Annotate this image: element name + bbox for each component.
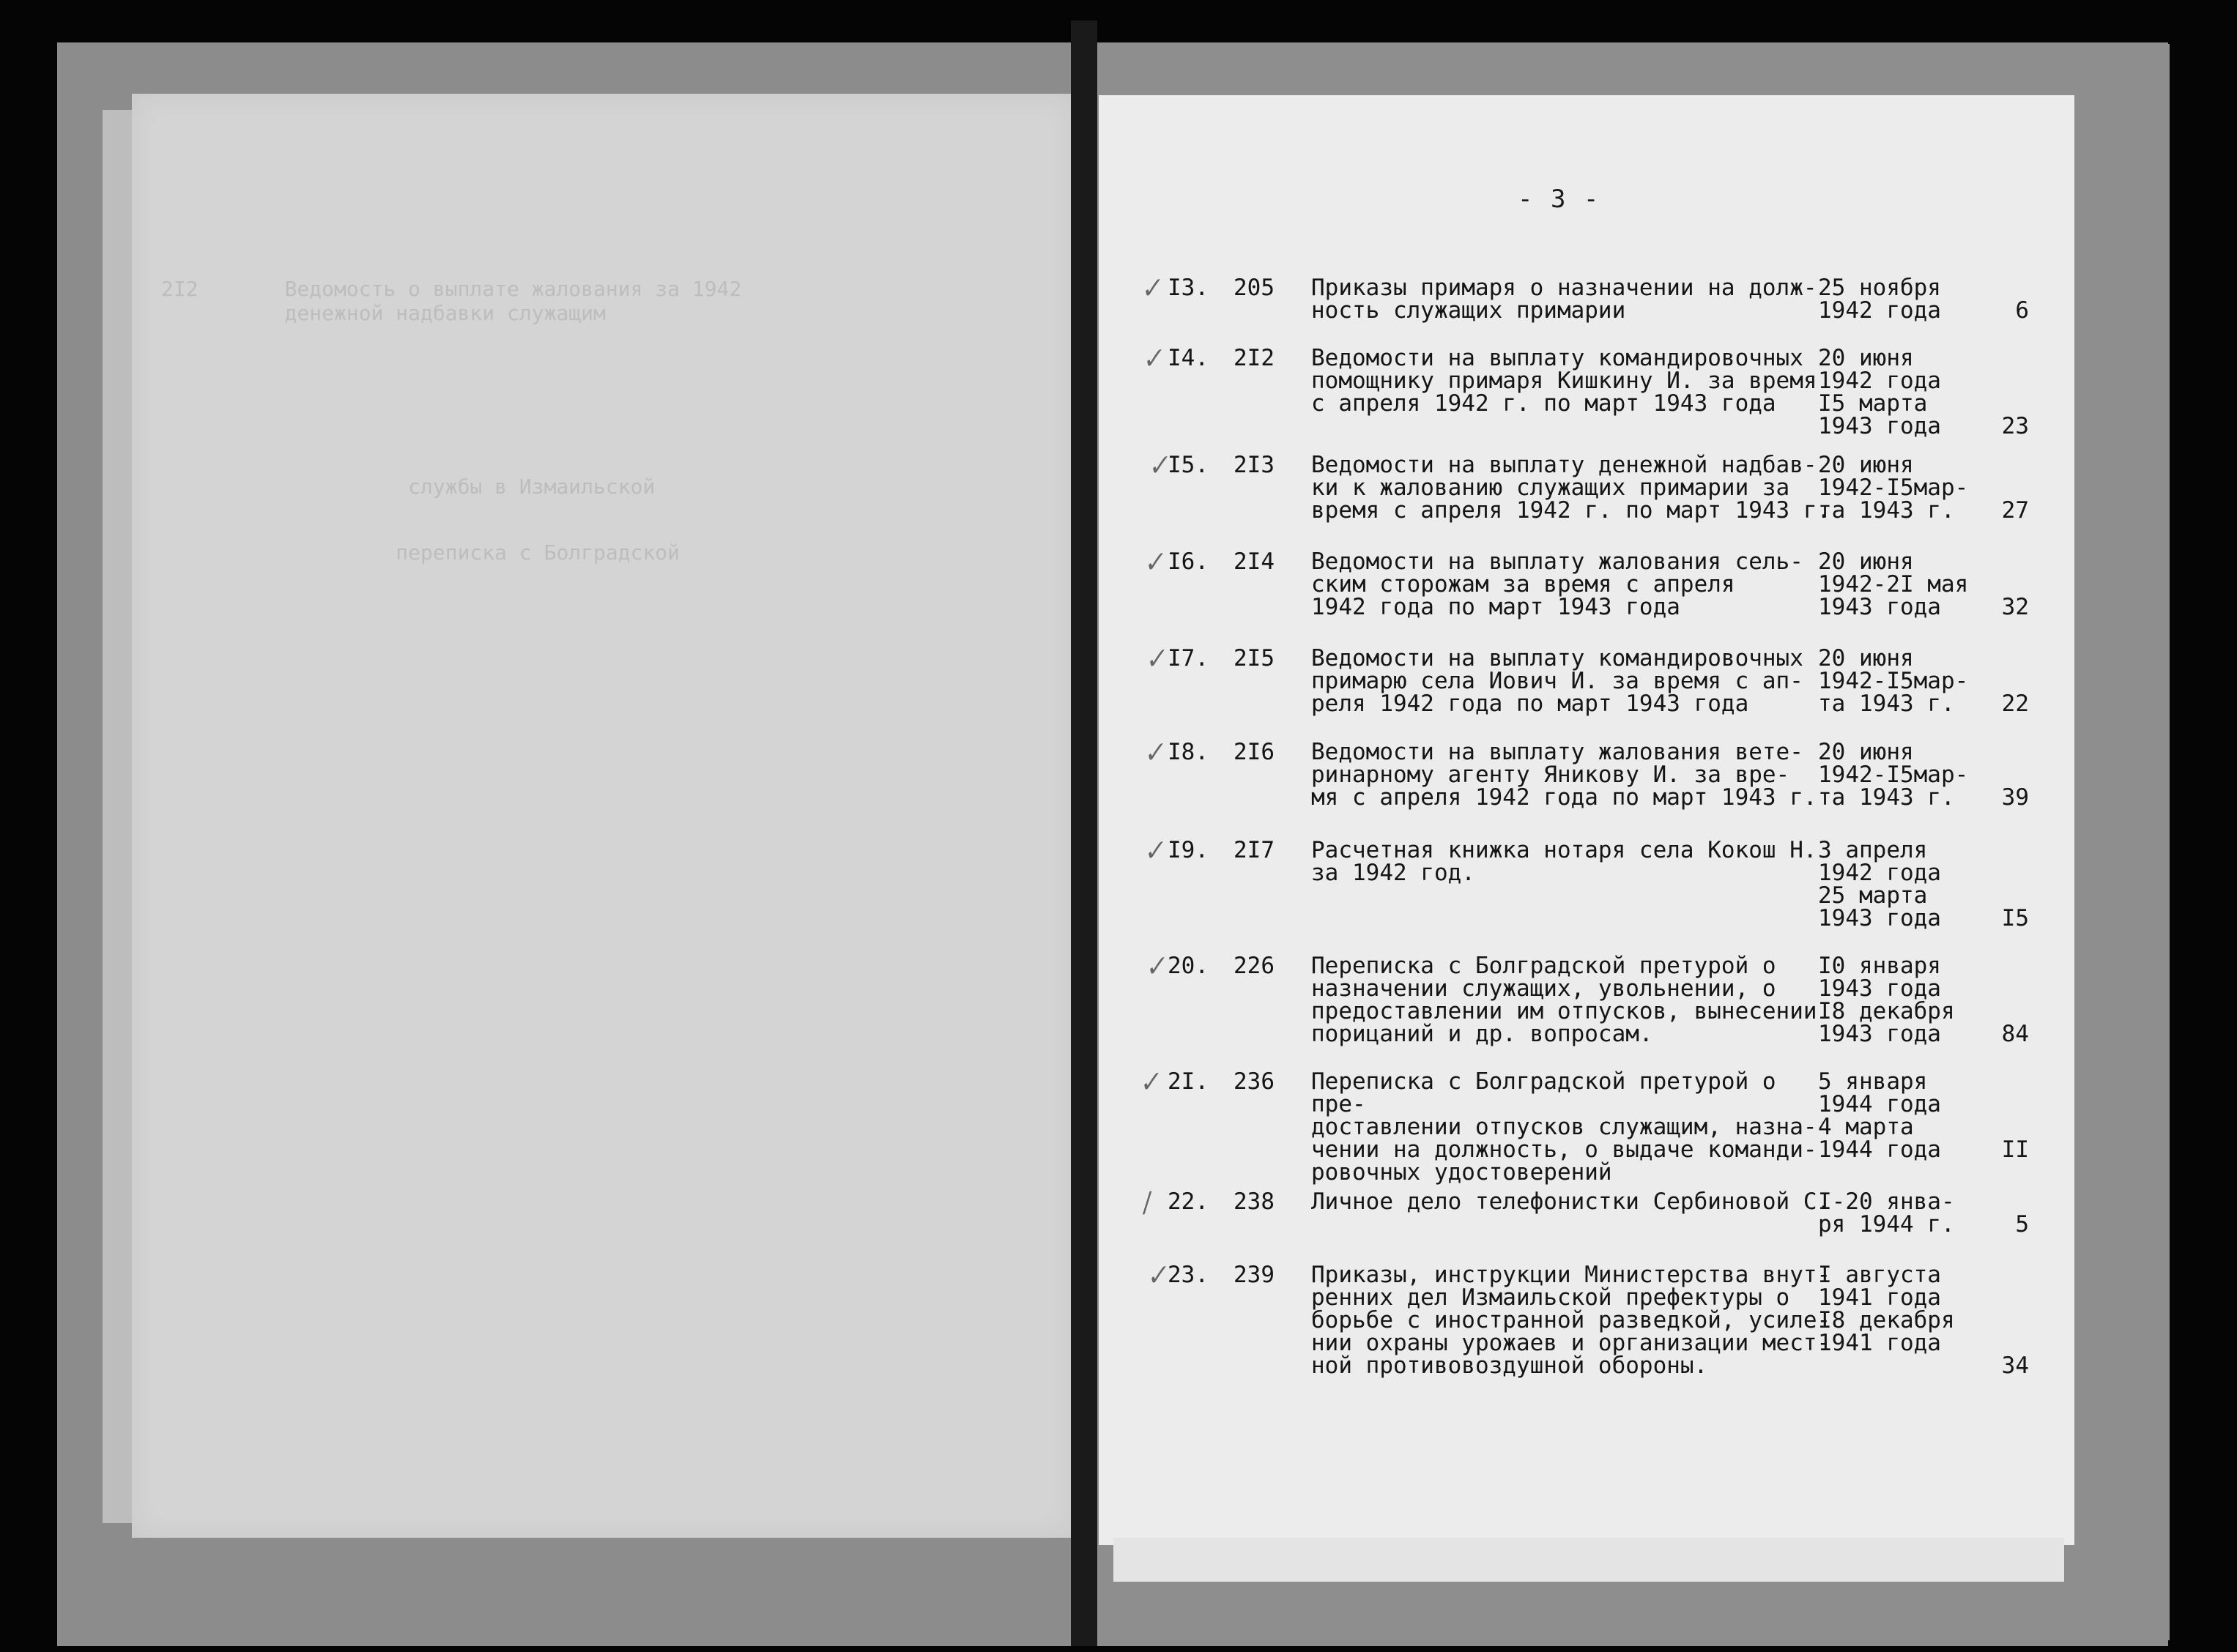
page-count: I5: [2001, 905, 2029, 931]
bleed-through-text: службы в Измаильской: [161, 475, 656, 499]
page-count: 84: [2001, 1021, 2029, 1047]
entry-number: I3.: [1168, 275, 1209, 301]
check-mark-icon: ✓: [1143, 1259, 1171, 1293]
file-number: 236: [1233, 1068, 1275, 1095]
entry-description: Ведомости на выплату денежной надбав- ки к жалованию служащих примарии за время с апреля 1942 г. по март 1943 г.: [1311, 452, 1831, 524]
file-number: 2I2: [1233, 345, 1275, 371]
file-number: 2I5: [1233, 645, 1275, 671]
page-count: 32: [2001, 594, 2029, 620]
page-count: 23: [2001, 413, 2029, 439]
page-count: 39: [2001, 784, 2029, 811]
entry-dates: 20 июня 1942-I5мар- та 1943 г.: [1818, 645, 1969, 717]
entry-description: Приказы примаря о назначении на долж- ность служащих примарии: [1311, 275, 1817, 324]
entry-number: 20.: [1168, 953, 1209, 979]
entry-description: Приказы, инструкции Министерства внут- ренних дел Измаильской префектуры о борьбе с иностранной разведкой, усиле- нии охраны урожаев и организации мест- ной противовоздушной обороны.: [1311, 1262, 1831, 1379]
entry-number: 2I.: [1168, 1068, 1209, 1095]
file-number: 2I3: [1233, 452, 1275, 478]
entry-number: 23.: [1168, 1262, 1209, 1288]
entry-description: Ведомости на выплату жалования сель- ским сторожам за время с апреля 1942 года по март 1943 года: [1311, 548, 1803, 620]
entry-dates: 20 июня 1942-2I мая 1943 года: [1818, 548, 1969, 620]
check-mark-icon: /: [1140, 1187, 1154, 1218]
entry-description: Переписка с Болградской претурой о пре- доставлении отпусков служащим, назна- чении на должность, о выдаче команди- ровочных удостоверений: [1311, 1068, 1817, 1186]
page-count: 34: [2001, 1353, 2029, 1379]
check-mark-icon: ✓: [1137, 272, 1165, 306]
check-mark-icon: ✓: [1144, 449, 1172, 483]
entry-dates: 20 июня 1942 года I5 марта 1943 года: [1818, 345, 1941, 439]
bleed-through-text: переписка с Болградской: [161, 540, 680, 565]
entry-description: Ведомости на выплату командировочных примарю села Иович И. за время с ап- реля 1942 года по март 1943 года: [1311, 645, 1803, 717]
file-number: 2I7: [1233, 837, 1275, 863]
entry-number: 22.: [1168, 1188, 1209, 1215]
entry-description: Ведомости на выплату жалования вете- ринарному агенту Яникову И. за вре- мя с апреля 1942 года по март 1943 г.: [1311, 739, 1817, 811]
entry-description: Расчетная книжка нотаря села Кокош Н. за 1942 год.: [1311, 837, 1817, 886]
entry-description: Ведомости на выплату командировочных помощнику примаря Кишкину И. за время с апреля 1942 г. по март 1943 года: [1311, 345, 1817, 417]
left-blank-page: [132, 94, 1074, 1538]
file-number: 239: [1233, 1262, 1275, 1288]
file-number: 226: [1233, 953, 1275, 979]
entry-dates: 20 июня 1942-I5мар- та 1943 г.: [1818, 452, 1969, 524]
page-count: 22: [2001, 691, 2029, 717]
page-count: 6: [2015, 297, 2029, 324]
check-mark-icon: ✓: [1140, 736, 1168, 770]
entry-dates: I августа 1941 года I8 декабря 1941 года: [1818, 1262, 1955, 1356]
entry-dates: I0 января 1943 года I8 декабря 1943 года: [1818, 953, 1955, 1047]
bleed-through-text: 2I2 Ведомость о выплате жалования за 1942 денежной надбавки служащим: [161, 277, 742, 325]
entry-description: Переписка с Болградской претурой о назначении служащих, увольнении, о предоставлении им отпусков, вынесении порицаний и др. вопросам.: [1311, 953, 1817, 1047]
entry-dates: 20 июня 1942-I5мар- та 1943 г.: [1818, 739, 1969, 811]
entry-number: I4.: [1168, 345, 1209, 371]
paper-slip: [1113, 1538, 2064, 1582]
entry-dates: 5 января 1944 года 4 марта 1944 года: [1818, 1068, 1941, 1163]
file-number: 2I4: [1233, 548, 1275, 575]
page-count: 5: [2015, 1211, 2029, 1238]
entry-description: Личное дело телефонистки Сербиновой С.: [1311, 1188, 1831, 1215]
entry-number: I8.: [1168, 739, 1209, 765]
file-number: 2I6: [1233, 739, 1275, 765]
book-spine: [1071, 21, 1097, 1646]
check-mark-icon: ✓: [1140, 546, 1168, 580]
entry-number: I9.: [1168, 837, 1209, 863]
check-mark-icon: ✓: [1135, 1065, 1163, 1100]
check-mark-icon: ✓: [1138, 342, 1166, 376]
page-count: II: [2001, 1136, 2029, 1163]
entry-dates: 3 апреля 1942 года 25 марта 1943 года: [1818, 837, 1941, 931]
page-count: 27: [2001, 497, 2029, 524]
file-number: 205: [1233, 275, 1275, 301]
page-number: - 3 -: [1518, 185, 1600, 214]
entry-number: I7.: [1168, 645, 1209, 671]
entry-number: I5.: [1168, 452, 1209, 478]
check-mark-icon: ✓: [1141, 950, 1169, 984]
file-number: 238: [1233, 1188, 1275, 1215]
check-mark-icon: ✓: [1141, 642, 1169, 677]
entry-number: I6.: [1168, 548, 1209, 575]
entry-dates: I-20 янва- ря 1944 г.: [1818, 1188, 1955, 1238]
check-mark-icon: ✓: [1140, 834, 1168, 868]
entry-dates: 25 ноября 1942 года: [1818, 275, 1941, 324]
